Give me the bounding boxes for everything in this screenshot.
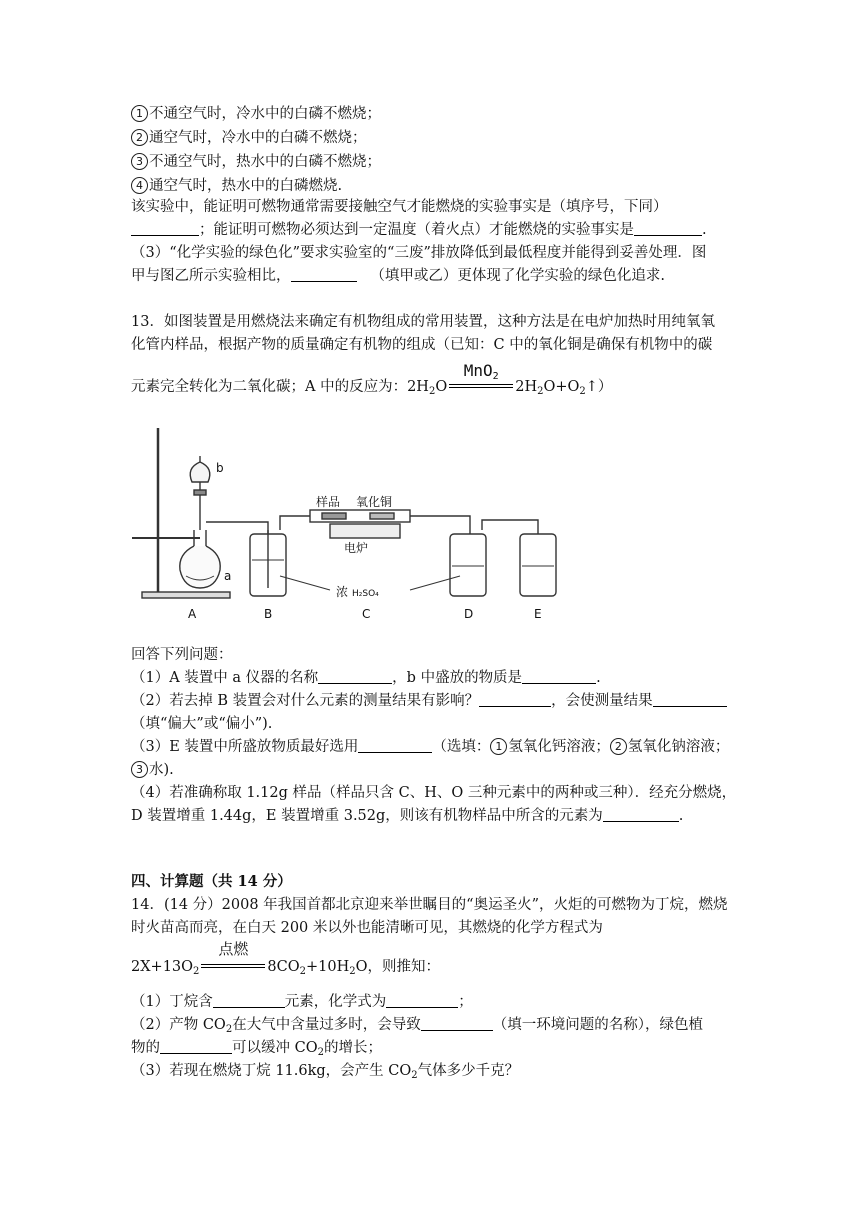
electric-furnace bbox=[330, 524, 400, 538]
answer-blank[interactable] bbox=[291, 267, 357, 282]
q14-part2-cont bbox=[131, 1038, 382, 1063]
catalyst-text: MnO bbox=[463, 361, 493, 380]
q13-text: 氢氧化钙溶液； bbox=[508, 739, 610, 755]
q14-text-line: 时火苗高而亮，在白天 200 米以外也能清晰可见，其燃烧的化学方程式为 bbox=[131, 920, 603, 936]
q12-blank-line bbox=[131, 220, 707, 240]
q13-reaction-line bbox=[131, 361, 613, 402]
label-E: E bbox=[534, 607, 542, 621]
answer-blank[interactable] bbox=[131, 221, 199, 236]
q13-text: . bbox=[596, 670, 601, 686]
q14-text: 在大气中含量过多时，会导致 bbox=[232, 1017, 421, 1033]
apparatus-figure bbox=[130, 420, 560, 625]
circled-number: 3 bbox=[131, 761, 148, 778]
label-D: D bbox=[464, 607, 474, 621]
label-A: A bbox=[188, 607, 197, 621]
option-text: 通空气时，热水中的白磷燃烧. bbox=[149, 178, 343, 194]
answer-blank[interactable] bbox=[318, 669, 392, 684]
circled-number: 4 bbox=[131, 177, 148, 194]
subscript: 2 bbox=[428, 386, 436, 397]
answer-blank[interactable] bbox=[213, 993, 285, 1008]
funnel-bulb bbox=[190, 462, 210, 482]
q13-part4: （4）若准确称取 1.12g 样品（样品只含 C、H、O 三种元素中的两种或三种）．经充分燃烧， bbox=[131, 785, 737, 801]
label-B: B bbox=[264, 607, 273, 621]
q14-text: （填一环境问题的名称），绿色植 bbox=[492, 1017, 703, 1033]
equation-text: O，则推知： bbox=[355, 959, 441, 975]
label-a: a bbox=[224, 569, 232, 583]
circled-number: 2 bbox=[610, 738, 627, 755]
subscript: 2 bbox=[537, 386, 544, 397]
label-b: b bbox=[216, 461, 224, 475]
circled-number: 1 bbox=[490, 738, 507, 755]
q12-text-line: （3）“化学实验的绿色化”要求实验室的“三废”排放降低到最低程度并能得到妥善处理．图 bbox=[131, 245, 707, 261]
q13-text: O+O bbox=[543, 379, 580, 395]
subscript: 2 bbox=[225, 1024, 233, 1035]
q13-text: 2H bbox=[515, 379, 538, 395]
subscript: 2 bbox=[579, 386, 586, 397]
answer-blank[interactable] bbox=[653, 692, 727, 707]
subscript: 2 bbox=[299, 966, 307, 977]
equation-text: 8CO bbox=[267, 959, 300, 975]
label-h2so4: H₂SO₄ bbox=[352, 589, 379, 599]
option-1 bbox=[131, 104, 381, 124]
reaction-arrow bbox=[447, 361, 515, 395]
q14-part3 bbox=[131, 1061, 519, 1086]
option-2 bbox=[131, 128, 367, 148]
subscript: 2 bbox=[317, 1047, 324, 1058]
q12-text: ；能证明可燃物必须达到一定温度（着火点）才能燃烧的实验事实是 bbox=[199, 222, 634, 238]
q12-blank-line bbox=[131, 266, 665, 286]
q13-part1 bbox=[131, 668, 601, 688]
subscript: 2 bbox=[492, 371, 499, 382]
q13-text: ，会使测量结果 bbox=[551, 693, 653, 709]
q14-text-line: 14．(14 分）2008 年我国首都北京迎来举世瞩目的“奥运圣火”，火炬的可燃物为丁烷，燃烧 bbox=[131, 897, 728, 913]
q14-text: 气体多少千克？ bbox=[417, 1063, 520, 1079]
label-C: C bbox=[362, 607, 371, 621]
q13-text: 氢氧化钠溶液； bbox=[627, 739, 730, 755]
subscript: 2 bbox=[193, 966, 200, 977]
subscript: 2 bbox=[411, 1070, 418, 1081]
answer-blank[interactable] bbox=[386, 993, 458, 1008]
circled-number: 1 bbox=[131, 105, 148, 122]
subscript: 2 bbox=[349, 966, 356, 977]
round-flask bbox=[180, 546, 220, 588]
funnel-stopcock bbox=[194, 490, 206, 495]
circled-number: 2 bbox=[131, 129, 148, 146]
label-furnace: 电炉 bbox=[344, 541, 369, 555]
q14-text: 可以缓冲 CO bbox=[232, 1040, 318, 1056]
answer-blank[interactable] bbox=[358, 738, 432, 753]
q13-text: ，b 中盛放的物质是 bbox=[392, 670, 523, 686]
q13-text: （2）若去掉 B 装置会对什么元素的测量结果有影响？ bbox=[131, 693, 480, 709]
q13-text: 元素完全转化为二氧化碳；A 中的反应为：2H bbox=[131, 379, 429, 395]
q13-text: D 装置增重 1.44g，E 装置增重 3.52g，则该有机物样品中所含的元素为 bbox=[131, 808, 603, 824]
reaction-condition: 点燃 bbox=[218, 940, 249, 958]
q13-text: （选填： bbox=[432, 739, 491, 755]
q13-text-line: 化管内样品，根据产物的质量确定有机物的组成（已知：C 中的氧化铜是确保有机物中的碳 bbox=[131, 337, 713, 353]
stand-base bbox=[142, 592, 230, 598]
q13-part3 bbox=[131, 737, 729, 757]
circled-number: 3 bbox=[131, 153, 148, 170]
q14-text: （1）丁烷含 bbox=[131, 994, 213, 1010]
answer-blank[interactable] bbox=[479, 692, 551, 707]
q13-text: （3）E 装置中所盛放物质最好选用 bbox=[131, 739, 359, 755]
q13-part4-cont bbox=[131, 806, 683, 826]
q14-text: ； bbox=[458, 994, 473, 1010]
option-3 bbox=[131, 152, 381, 172]
label-cuo: 氧化铜 bbox=[356, 495, 393, 509]
reaction-arrow bbox=[199, 940, 267, 975]
answer-blank[interactable] bbox=[522, 669, 596, 684]
q14-equation bbox=[131, 940, 441, 982]
option-text: 不通空气时，热水中的白磷不燃烧； bbox=[149, 154, 381, 170]
q12-text: （填甲或乙）更体现了化学实验的绿色化追求. bbox=[370, 268, 665, 284]
answer-blank[interactable] bbox=[603, 807, 679, 822]
q14-part1 bbox=[131, 992, 473, 1012]
q13-part2 bbox=[131, 691, 727, 711]
option-text: 通空气时，冷水中的白磷不燃烧； bbox=[149, 130, 367, 146]
section-heading: 四、计算题（共 14 分） bbox=[131, 873, 292, 890]
label-conc: 浓 bbox=[336, 585, 349, 599]
q13-text-line: 13．如图装置是用燃烧法来确定有机物组成的常用装置，这种方法是在电炉加热时用纯氧氧 bbox=[131, 314, 715, 330]
equation-text: 2X+13O bbox=[131, 959, 194, 975]
q12-text: 甲与图乙所示实验相比， bbox=[131, 268, 291, 284]
equation-text: +10H bbox=[306, 959, 350, 975]
q12-text-line: 该实验中，能证明可燃物通常需要接触空气才能燃烧的实验事实是（填序号，下同） bbox=[131, 199, 668, 215]
q14-text: 的增长； bbox=[323, 1040, 382, 1056]
q13-text: . bbox=[678, 808, 684, 824]
q14-text: 物的 bbox=[131, 1040, 160, 1056]
answer-blank[interactable] bbox=[421, 1016, 493, 1031]
option-text: 不通空气时，冷水中的白磷不燃烧； bbox=[149, 106, 381, 122]
q14-part2 bbox=[131, 1015, 703, 1040]
answer-blank[interactable] bbox=[160, 1039, 232, 1054]
q13-part2-cont: （填“偏大”或“偏小”). bbox=[131, 716, 273, 732]
q14-text: 元素，化学式为 bbox=[284, 994, 387, 1010]
label-sample: 样品 bbox=[316, 495, 341, 509]
q13-part3-cont bbox=[131, 760, 174, 780]
q14-text: （2）产物 CO bbox=[131, 1017, 226, 1033]
q13-text: ↑） bbox=[585, 379, 613, 395]
answer-intro: 回答下列问题： bbox=[131, 647, 233, 663]
q13-text: O bbox=[435, 379, 448, 395]
q14-text: （3）若现在燃烧丁烷 11.6kg，会产生 CO bbox=[131, 1063, 412, 1079]
q13-text: （1）A 装置中 a 仪器的名称 bbox=[131, 670, 319, 686]
option-4 bbox=[131, 176, 342, 196]
answer-blank[interactable] bbox=[634, 221, 702, 236]
q13-text: 水). bbox=[149, 762, 174, 778]
q12-text: . bbox=[702, 222, 707, 238]
bottle-e bbox=[520, 534, 556, 596]
bottle-d bbox=[450, 534, 486, 596]
label-pointer bbox=[280, 576, 330, 590]
